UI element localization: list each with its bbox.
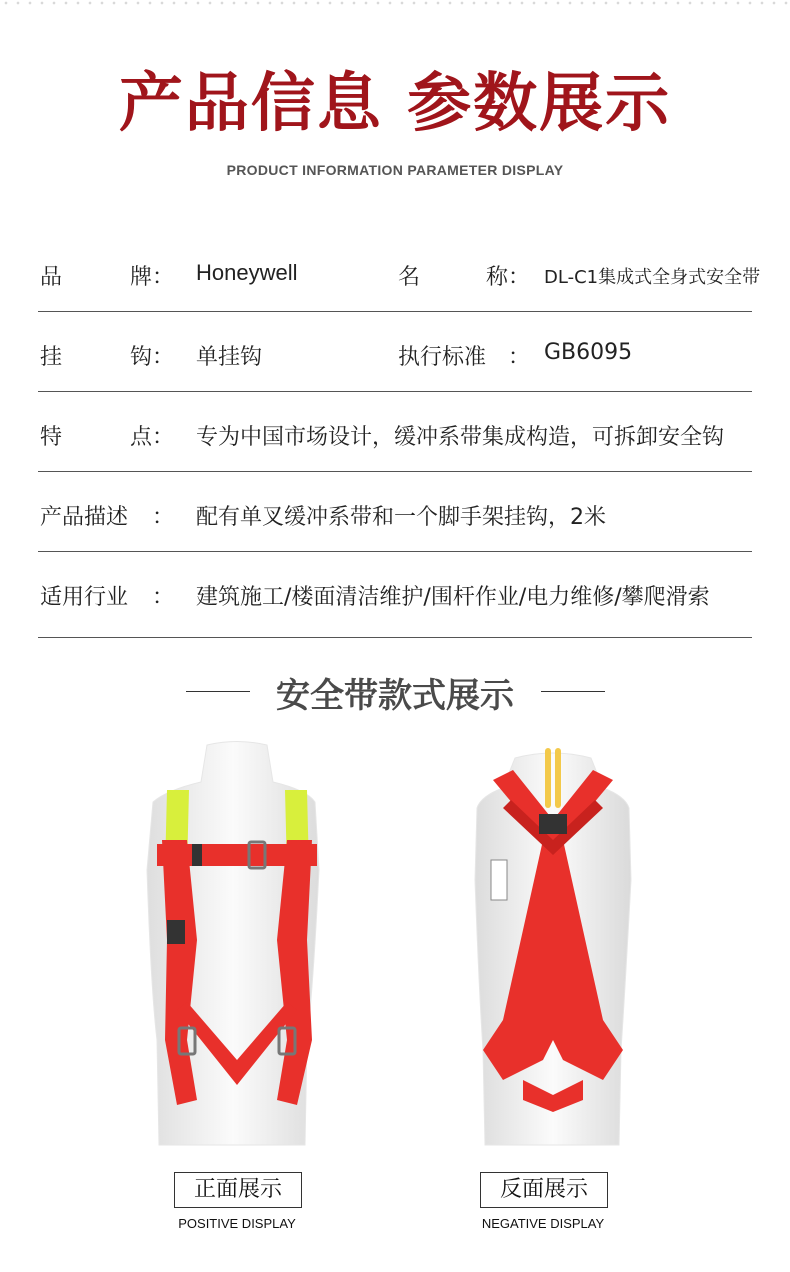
colon: ： [508,265,531,290]
industry-label: 适用行业 [40,585,129,610]
back-display-subcaption: NEGATIVE DISPLAY [481,1216,605,1231]
spec-row-hook [38,312,752,392]
spec-row-industry [38,552,752,638]
description-value: 配有单叉缓冲系带和一个脚手架挂钩，2米 [196,505,606,530]
dotted-top-border [0,0,790,6]
spec-row-feature [38,392,752,472]
industry-value: 建筑施工/楼面清洁维护/围杆作业/电力维修/攀爬滑索 [196,585,710,610]
page-subtitle: PRODUCT INFORMATION PARAMETER DISPLAY [226,162,564,178]
spec-table [38,232,761,638]
name-label: 名 称 [398,265,508,290]
colon: ： [508,345,531,370]
standard-value: GB6095 [544,340,633,365]
page-title: 产品信息 参数展示 [118,67,672,141]
colon: ： [152,265,175,290]
front-display-subcaption: POSITIVE DISPLAY [178,1216,296,1231]
spec-row-description [38,472,752,552]
front-display-caption: 正面展示 [174,1172,302,1208]
hook-label: 挂 钩 [40,345,152,370]
brand-value: Honeywell [196,260,298,285]
colon: ： [152,425,175,450]
brand-label: 品 牌 [40,265,152,290]
harness-front-illustration [137,740,337,1152]
standard-label: 执行标准 [398,345,487,370]
harness-front-image [137,740,337,1152]
feature-label: 特 点 [40,425,152,450]
description-label: 产品描述 [40,505,129,530]
section-divider-right [541,691,605,692]
back-display-caption: 反面展示 [480,1172,608,1208]
section-title: 安全带款式展示 [276,676,514,716]
name-value: DL-C1集成式全身式安全带 [544,267,761,288]
colon: ： [152,345,175,370]
spec-row-brand [38,232,761,312]
colon: ： [152,585,175,610]
harness-back-image [453,740,653,1152]
harness-back-illustration [453,740,653,1152]
feature-value: 专为中国市场设计，缓冲系带集成构造，可拆卸安全钩 [196,425,725,450]
hook-value: 单挂钩 [196,345,263,370]
colon: ： [152,505,175,530]
